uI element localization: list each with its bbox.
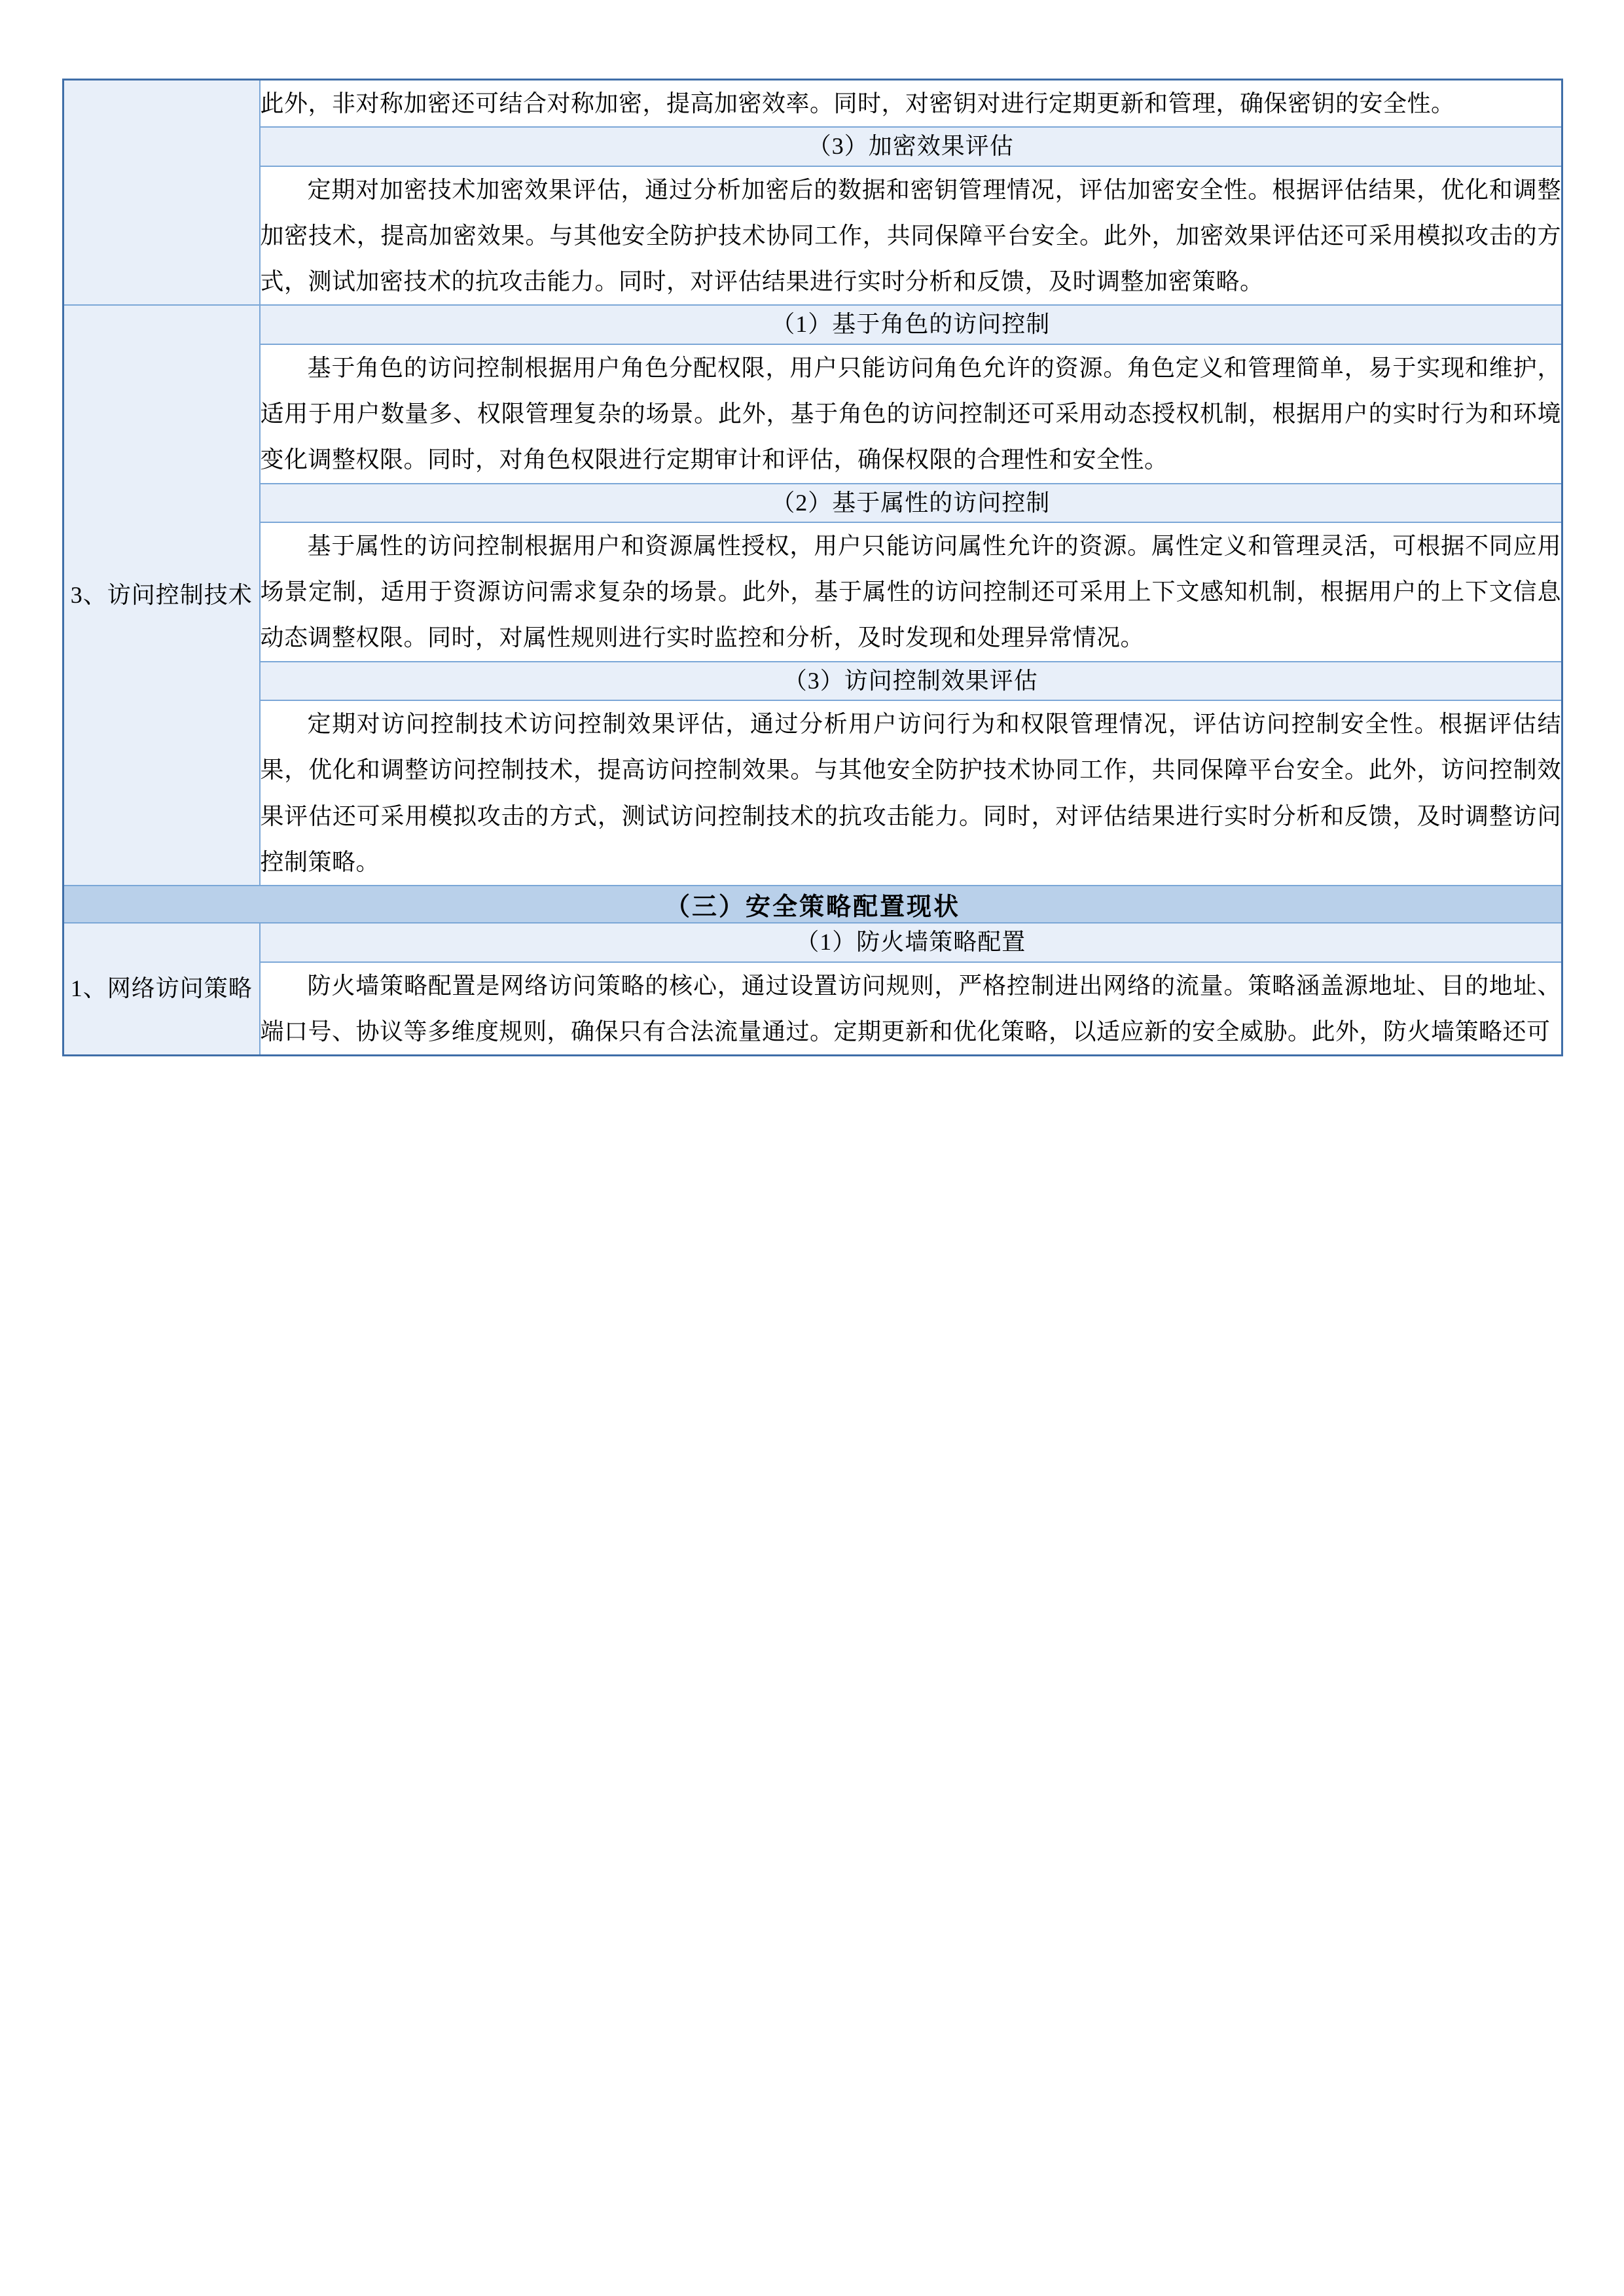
row-label-network-policy: 1、网络访问策略 [63, 923, 260, 1055]
paragraph-text: 基于属性的访问控制根据用户和资源属性授权，用户只能访问属性允许的资源。属性定义和管理灵活，可根据不同应用场景定制，适用于资源访问需求复杂的场景。此外，基于属性的访问控制还可采用上下文感知机制，根据用户的上下文信息动态调整权限。同时，对属性规则进行实时监控和分析，及时发现和处理异常情况。 [260, 533, 1561, 651]
subheading-abac: （2）基于属性的访问控制 [260, 484, 1562, 523]
row-label-access-control: 3、访问控制技术 [63, 305, 260, 886]
table-row [63, 127, 1562, 166]
table-row [63, 662, 1562, 701]
row-label-encryption [63, 80, 260, 306]
table-row [63, 484, 1562, 523]
table-row [63, 522, 1562, 662]
table-row [63, 700, 1562, 886]
table-row [63, 923, 1562, 962]
paragraph-text: 基于角色的访问控制根据用户角色分配权限，用户只能访问角色允许的资源。角色定义和管理简单，易于实现和维护，适用于用户数量多、权限管理复杂的场景。此外，基于角色的访问控制还可采用动态授权机制，根据用户的实时行为和环境变化调整权限。同时，对角色权限进行定期审计和评估，确保权限的合理性和安全性。 [260, 354, 1561, 473]
table-row [63, 166, 1562, 306]
content-table [62, 79, 1563, 1056]
subheading-firewall-policy: （1）防火墙策略配置 [260, 923, 1562, 962]
paragraph-cell [260, 700, 1562, 886]
paragraph-text: 定期对访问控制技术访问控制效果评估，通过分析用户访问行为和权限管理情况，评估访问控制安全性。根据评估结果，优化和调整访问控制技术，提高访问控制效果。与其他安全防护技术协同工作，共同保障平台安全。此外，访问控制效果评估还可采用模拟攻击的方式，测试访问控制技术的抗攻击能力。同时，对评估结果进行实时分析和反馈，及时调整访问控制策略。 [260, 711, 1561, 875]
paragraph-cell [260, 522, 1562, 662]
table-row [63, 344, 1562, 484]
paragraph-text: 防火墙策略配置是网络访问策略的核心，通过设置访问规则，严格控制进出网络的流量。策略涵盖源地址、目的地址、端口号、协议等多维度规则，确保只有合法流量通过。定期更新和优化策略，以适应新的安全威胁。此外，防火墙策略还可 [260, 972, 1561, 1045]
paragraph-cell [260, 344, 1562, 484]
paragraph-cell [260, 80, 1562, 128]
subheading-access-evaluation: （3）访问控制效果评估 [260, 662, 1562, 701]
table-row [63, 962, 1562, 1056]
paragraph-cell [260, 166, 1562, 306]
table-row [63, 305, 1562, 344]
paragraph-text: 此外，非对称加密还可结合对称加密，提高加密效率。同时，对密钥对进行定期更新和管理，确保密钥的安全性。 [260, 90, 1455, 117]
paragraph-cell [260, 962, 1562, 1056]
table-row [63, 886, 1562, 923]
subheading-encryption-evaluation: （3）加密效果评估 [260, 127, 1562, 166]
subheading-rbac: （1）基于角色的访问控制 [260, 305, 1562, 344]
paragraph-text: 定期对加密技术加密效果评估，通过分析加密后的数据和密钥管理情况，评估加密安全性。根据评估结果，优化和调整加密技术，提高加密效果。与其他安全防护技术协同工作，共同保障平台安全。此外，加密效果评估还可采用模拟攻击的方式，测试加密技术的抗攻击能力。同时，对评估结果进行实时分析和反馈，及时调整加密策略。 [260, 176, 1561, 295]
table-row [63, 80, 1562, 128]
section-banner: （三）安全策略配置现状 [63, 886, 1562, 923]
